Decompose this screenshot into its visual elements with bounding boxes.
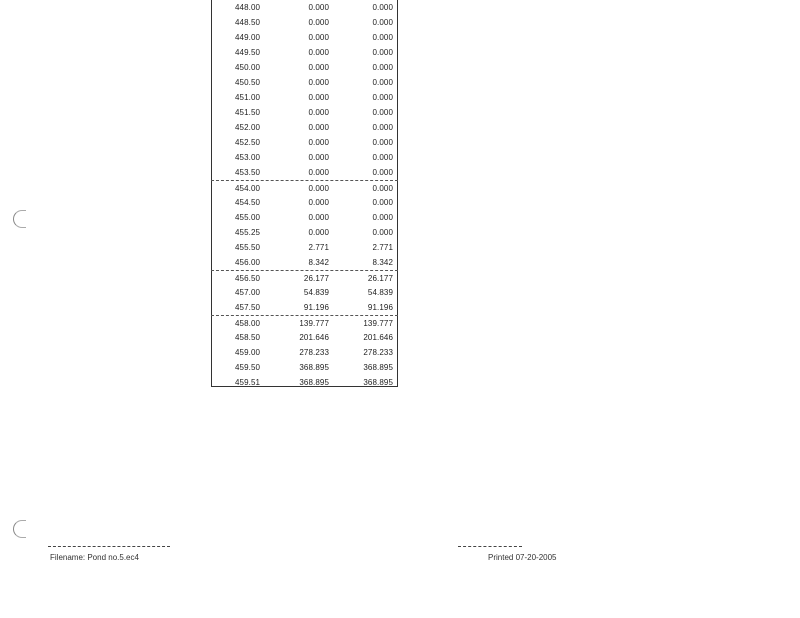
incremental-storage-cell: 0.000 xyxy=(308,138,329,147)
cumulative-storage-cell: 91.196 xyxy=(367,303,393,312)
footer-filename: Filename: Pond no.5.ec4 xyxy=(50,553,139,562)
table-row xyxy=(211,315,398,331)
incremental-storage-cell: 201.646 xyxy=(299,333,329,342)
cumulative-storage-cell: 0.000 xyxy=(372,153,393,162)
incremental-storage-cell: 0.000 xyxy=(308,213,329,222)
elevation-cell: 450.00 xyxy=(235,63,261,72)
cumulative-storage-cell: 368.895 xyxy=(363,378,393,387)
table-row xyxy=(211,270,398,286)
table-row xyxy=(211,180,398,196)
table-row xyxy=(211,30,398,45)
elevation-cell: 453.00 xyxy=(235,153,261,162)
elevation-cell: 458.00 xyxy=(235,319,261,328)
table-row xyxy=(211,105,398,120)
incremental-storage-cell: 0.000 xyxy=(308,63,329,72)
cumulative-storage-cell: 139.777 xyxy=(363,319,393,328)
cumulative-storage-cell: 368.895 xyxy=(363,363,393,372)
incremental-storage-cell: 368.895 xyxy=(299,378,329,387)
elevation-cell: 454.00 xyxy=(235,184,261,193)
incremental-storage-cell: 26.177 xyxy=(303,274,329,283)
table-row xyxy=(211,345,398,360)
cumulative-storage-cell: 0.000 xyxy=(372,48,393,57)
incremental-storage-cell: 0.000 xyxy=(308,48,329,57)
table-row xyxy=(211,165,398,180)
incremental-storage-cell: 0.000 xyxy=(308,93,329,102)
cumulative-storage-cell: 0.000 xyxy=(372,93,393,102)
cumulative-storage-cell: 0.000 xyxy=(372,213,393,222)
incremental-storage-cell: 139.777 xyxy=(299,319,329,328)
cumulative-storage-cell: 201.646 xyxy=(363,333,393,342)
elevation-cell: 448.50 xyxy=(235,18,261,27)
table-row xyxy=(211,15,398,30)
cumulative-storage-cell: 0.000 xyxy=(372,228,393,237)
table-row xyxy=(211,360,398,375)
cumulative-storage-cell: 0.000 xyxy=(372,168,393,177)
cumulative-storage-cell: 0.000 xyxy=(372,108,393,117)
cumulative-storage-cell: 8.342 xyxy=(372,258,393,267)
incremental-storage-cell: 368.895 xyxy=(299,363,329,372)
elevation-cell: 459.50 xyxy=(235,363,261,372)
table-row xyxy=(211,0,398,15)
incremental-storage-cell: 0.000 xyxy=(308,153,329,162)
elevation-cell: 457.00 xyxy=(235,288,261,297)
stage-storage-table xyxy=(211,0,398,387)
incremental-storage-cell: 2.771 xyxy=(308,243,329,252)
incremental-storage-cell: 0.000 xyxy=(308,168,329,177)
elevation-cell: 458.50 xyxy=(235,333,261,342)
elevation-cell: 456.00 xyxy=(235,258,261,267)
table-row xyxy=(211,225,398,240)
table-row xyxy=(211,45,398,60)
incremental-storage-cell: 0.000 xyxy=(308,18,329,27)
cumulative-storage-cell: 0.000 xyxy=(372,33,393,42)
table-row xyxy=(211,75,398,90)
table-row xyxy=(211,90,398,105)
elevation-cell: 457.50 xyxy=(235,303,261,312)
cumulative-storage-cell: 0.000 xyxy=(372,78,393,87)
cumulative-storage-cell: 26.177 xyxy=(367,274,393,283)
table-row xyxy=(211,195,398,210)
elevation-cell: 459.00 xyxy=(235,348,261,357)
table-row xyxy=(211,150,398,165)
elevation-cell: 454.50 xyxy=(235,198,261,207)
binder-hole-top xyxy=(13,210,26,228)
incremental-storage-cell: 0.000 xyxy=(308,108,329,117)
incremental-storage-cell: 0.000 xyxy=(308,123,329,132)
cumulative-storage-cell: 278.233 xyxy=(363,348,393,357)
incremental-storage-cell: 0.000 xyxy=(308,184,329,193)
cumulative-storage-cell: 0.000 xyxy=(372,18,393,27)
incremental-storage-cell: 8.342 xyxy=(308,258,329,267)
cumulative-storage-cell: 0.000 xyxy=(372,184,393,193)
incremental-storage-cell: 0.000 xyxy=(308,78,329,87)
incremental-storage-cell: 0.000 xyxy=(308,228,329,237)
table-row xyxy=(211,300,398,315)
elevation-cell: 452.50 xyxy=(235,138,261,147)
footer-rule-left xyxy=(48,546,170,547)
incremental-storage-cell: 0.000 xyxy=(308,198,329,207)
cumulative-storage-cell: 54.839 xyxy=(367,288,393,297)
footer-printed-date: Printed 07-20-2005 xyxy=(488,553,557,562)
table-row xyxy=(211,210,398,225)
elevation-cell: 451.50 xyxy=(235,108,261,117)
binder-hole-bottom xyxy=(13,520,26,538)
elevation-cell: 449.50 xyxy=(235,48,261,57)
table-row xyxy=(211,240,398,255)
elevation-cell: 450.50 xyxy=(235,78,261,87)
elevation-cell: 452.00 xyxy=(235,123,261,132)
table-row xyxy=(211,60,398,75)
elevation-cell: 456.50 xyxy=(235,274,261,283)
table-row xyxy=(211,330,398,345)
cumulative-storage-cell: 0.000 xyxy=(372,198,393,207)
elevation-cell: 459.51 xyxy=(235,378,261,387)
elevation-cell: 455.25 xyxy=(235,228,261,237)
incremental-storage-cell: 0.000 xyxy=(308,33,329,42)
table-row xyxy=(211,135,398,150)
footer-rule-right xyxy=(458,546,522,547)
cumulative-storage-cell: 0.000 xyxy=(372,63,393,72)
cumulative-storage-cell: 2.771 xyxy=(372,243,393,252)
incremental-storage-cell: 0.000 xyxy=(308,3,329,12)
incremental-storage-cell: 91.196 xyxy=(303,303,329,312)
cumulative-storage-cell: 0.000 xyxy=(372,138,393,147)
cumulative-storage-cell: 0.000 xyxy=(372,3,393,12)
elevation-cell: 451.00 xyxy=(235,93,261,102)
table-row xyxy=(211,255,398,270)
elevation-cell: 453.50 xyxy=(235,168,261,177)
table-row xyxy=(211,285,398,300)
elevation-cell: 455.50 xyxy=(235,243,261,252)
table-row xyxy=(211,120,398,135)
elevation-cell: 448.00 xyxy=(235,3,261,12)
elevation-cell: 455.00 xyxy=(235,213,261,222)
elevation-cell: 449.00 xyxy=(235,33,261,42)
incremental-storage-cell: 278.233 xyxy=(299,348,329,357)
table-row xyxy=(211,375,398,390)
incremental-storage-cell: 54.839 xyxy=(303,288,329,297)
cumulative-storage-cell: 0.000 xyxy=(372,123,393,132)
